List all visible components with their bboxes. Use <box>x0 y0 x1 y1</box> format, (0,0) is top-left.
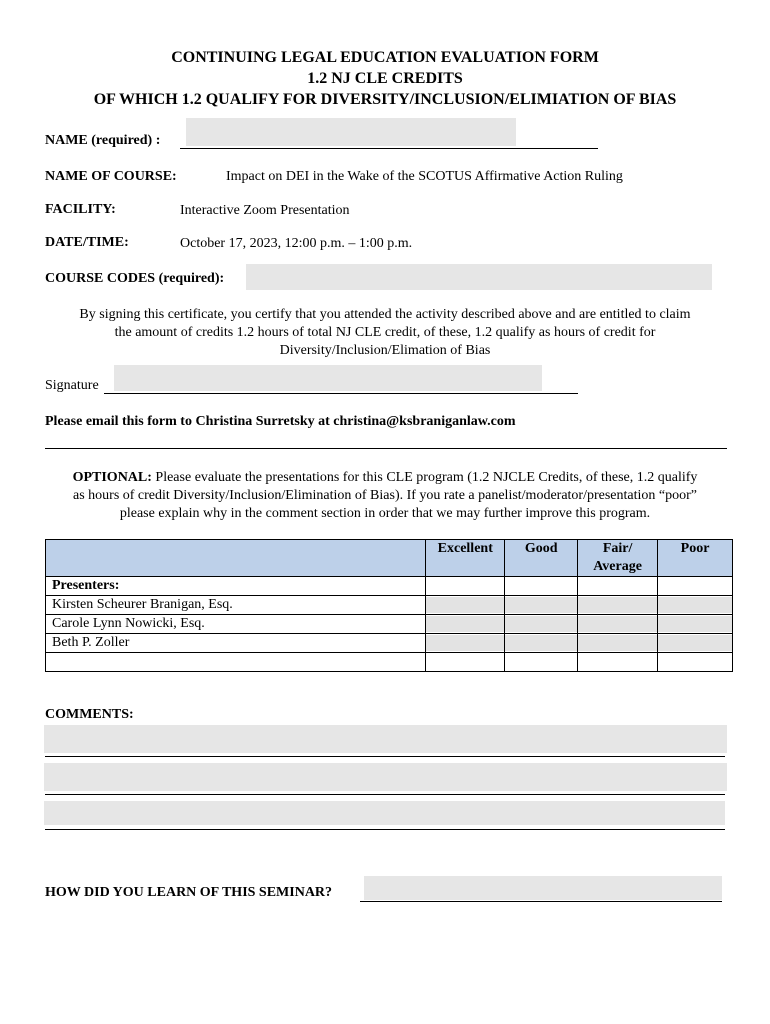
presenter-empty <box>46 653 426 672</box>
optional-line2: as hours of credit Diversity/Inclusion/Elimination of Bias). If you rate a panelist/moderator/presentation “poor” <box>73 488 697 503</box>
form-title-line3: OF WHICH 1.2 QUALIFY FOR DIVERSITY/INCLUSION/ELIMIATION OF BIAS <box>93 91 677 108</box>
rating-cell[interactable] <box>578 577 658 596</box>
name-underline <box>180 148 598 149</box>
optional-text-line1: Please evaluate the presentations for this CLE program (1.2 NJCLE Credits, of these, 1.2 qualify <box>155 470 698 485</box>
rating-cell[interactable] <box>426 653 505 672</box>
col-header-fair-line2: Average <box>593 559 642 574</box>
rating-field[interactable] <box>658 616 732 632</box>
learn-underline <box>360 901 722 902</box>
rating-field[interactable] <box>505 597 577 613</box>
rating-header-row <box>46 540 733 577</box>
section-divider <box>45 448 727 449</box>
comments-input-3[interactable] <box>44 801 725 825</box>
comments-label: COMMENTS: <box>45 707 134 722</box>
signature-label: Signature <box>45 378 99 393</box>
rating-field[interactable] <box>578 635 657 651</box>
rating-cell[interactable] <box>426 596 505 615</box>
optional-line1 <box>30 469 740 487</box>
rating-table <box>45 539 733 672</box>
course-label: NAME OF COURSE: <box>45 169 177 184</box>
course-codes-input[interactable] <box>246 264 712 290</box>
email-note: Please email this form to Christina Surretsky at christina@ksbraniganlaw.com <box>45 414 516 429</box>
presenters-header: Presenters: <box>46 577 426 596</box>
datetime-value: October 17, 2023, 12:00 p.m. – 1:00 p.m. <box>180 236 413 251</box>
rating-cell[interactable] <box>658 615 733 634</box>
rating-cell[interactable] <box>578 596 658 615</box>
rating-field[interactable] <box>658 597 732 613</box>
table-row <box>46 634 733 653</box>
optional-label: OPTIONAL: <box>72 470 152 485</box>
signature-input[interactable] <box>114 365 542 391</box>
rating-cell[interactable] <box>426 577 505 596</box>
comments-underline-3 <box>45 829 725 830</box>
certification-line2: the amount of credits 1.2 hours of total NJ CLE credit, of these, 1.2 qualify as hours of credit for <box>114 325 656 340</box>
rating-cell[interactable] <box>658 577 733 596</box>
rating-field[interactable] <box>505 616 577 632</box>
learn-label: HOW DID YOU LEARN OF THIS SEMINAR? <box>45 885 333 900</box>
rating-cell[interactable] <box>658 634 733 653</box>
course-codes-label: COURSE CODES (required): <box>45 271 225 286</box>
rating-cell[interactable] <box>658 653 733 672</box>
rating-cell[interactable] <box>505 615 578 634</box>
rating-cell[interactable] <box>578 634 658 653</box>
presenter-name: Beth P. Zoller <box>46 634 426 653</box>
certification-line3: Diversity/Inclusion/Elimation of Bias <box>279 343 491 358</box>
rating-cell[interactable] <box>426 634 505 653</box>
comments-underline-1 <box>45 756 725 757</box>
table-row <box>46 596 733 615</box>
optional-line3: please explain why in the comment section in order that we may further improve this program. <box>119 506 651 521</box>
form-title-line2: 1.2 NJ CLE CREDITS <box>307 70 463 87</box>
signature-underline <box>104 393 578 394</box>
col-header-poor: Poor <box>658 540 733 577</box>
course-value: Impact on DEI in the Wake of the SCOTUS Affirmative Action Ruling <box>226 169 623 184</box>
rating-cell[interactable] <box>578 653 658 672</box>
rating-field[interactable] <box>505 635 577 651</box>
rating-cell[interactable] <box>505 653 578 672</box>
table-row <box>46 615 733 634</box>
rating-cell[interactable] <box>505 596 578 615</box>
col-header-good: Good <box>505 540 578 577</box>
presenter-name: Kirsten Scheurer Branigan, Esq. <box>46 596 426 615</box>
rating-cell[interactable] <box>426 615 505 634</box>
datetime-label: DATE/TIME: <box>45 235 129 250</box>
col-header-fair-line1: Fair/ <box>602 541 633 556</box>
learn-input[interactable] <box>364 876 722 900</box>
table-row <box>46 653 733 672</box>
rating-cell[interactable] <box>505 634 578 653</box>
presenter-name: Carole Lynn Nowicki, Esq. <box>46 615 426 634</box>
comments-underline-2 <box>45 794 725 795</box>
rating-cell[interactable] <box>578 615 658 634</box>
name-label: NAME (required) : <box>45 133 161 148</box>
rating-field[interactable] <box>426 616 504 632</box>
form-title-line1: CONTINUING LEGAL EDUCATION EVALUATION FORM <box>171 49 599 66</box>
rating-field[interactable] <box>426 597 504 613</box>
facility-label: FACILITY: <box>45 202 116 217</box>
certification-line1: By signing this certificate, you certify that you attended the activity described above and are entitled to claim <box>79 307 691 322</box>
rating-cell[interactable] <box>505 577 578 596</box>
rating-header-blank <box>46 540 426 577</box>
facility-value: Interactive Zoom Presentation <box>180 203 350 218</box>
rating-field[interactable] <box>578 616 657 632</box>
table-row <box>46 577 733 596</box>
comments-input-1[interactable] <box>44 725 727 753</box>
rating-field[interactable] <box>578 597 657 613</box>
rating-field[interactable] <box>426 635 504 651</box>
name-input[interactable] <box>186 118 516 146</box>
comments-input-2[interactable] <box>44 763 727 791</box>
rating-cell[interactable] <box>658 596 733 615</box>
rating-field[interactable] <box>658 635 732 651</box>
col-header-fair-average <box>578 540 658 577</box>
col-header-excellent: Excellent <box>426 540 505 577</box>
